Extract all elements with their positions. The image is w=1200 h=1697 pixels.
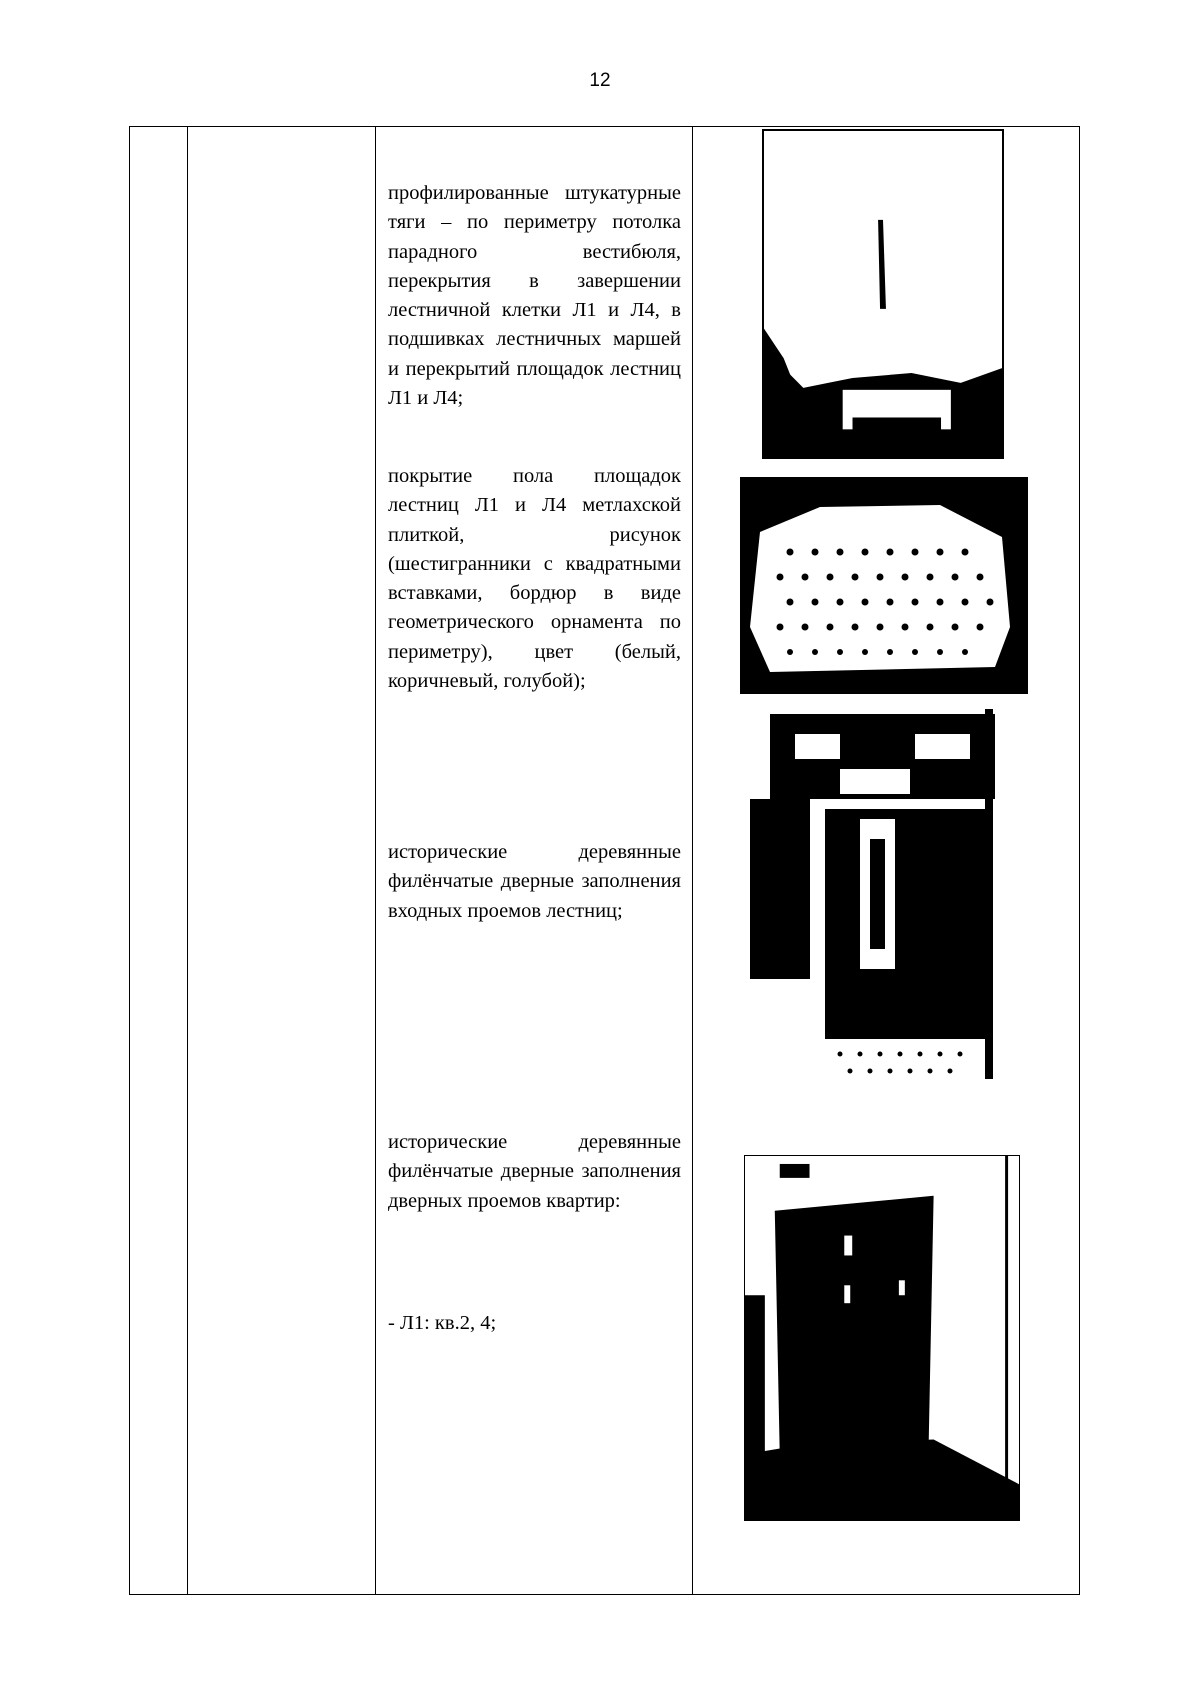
feature-text-floor-tiles: покрытие пола площадок лестниц Л1 и Л4 метлахской плиткой, рисунок (шестигранники с квадратными вставками, бордюр в виде геометрического орнамента по периметру), цвет (белый, коричневый, голубой); xyxy=(388,465,681,693)
feature-text-plaster-moldings: профилированные штукатурные тяги – по периметру потолка парадного вестибюля, перекрытия в завершении лестничной клетки Л1 и Л4, в подшивках лестничных маршей и перекрытий площадок лестниц Л1 и Л4; xyxy=(388,182,681,410)
feature-text-apartment-list: - Л1: кв.2, 4; xyxy=(388,1312,497,1334)
photo-entrance-doors xyxy=(750,709,1008,1079)
photo-plaster-moldings xyxy=(762,129,1004,459)
monument-features-table xyxy=(129,126,1080,1595)
column-divider-3 xyxy=(692,127,693,1594)
column-divider-1 xyxy=(187,127,188,1594)
photo-floor-tiles xyxy=(740,477,1028,694)
photo-apartment-doors xyxy=(744,1155,1020,1521)
page-number: 12 xyxy=(589,70,611,91)
column-divider-2 xyxy=(375,127,376,1594)
feature-text-apartment-doors: исторические деревянные филёнчатые дверные заполнения дверных проемов квартир: xyxy=(388,1131,681,1212)
feature-text-entrance-doors: исторические деревянные филёнчатые дверные заполнения входных проемов лестниц; xyxy=(388,841,681,922)
